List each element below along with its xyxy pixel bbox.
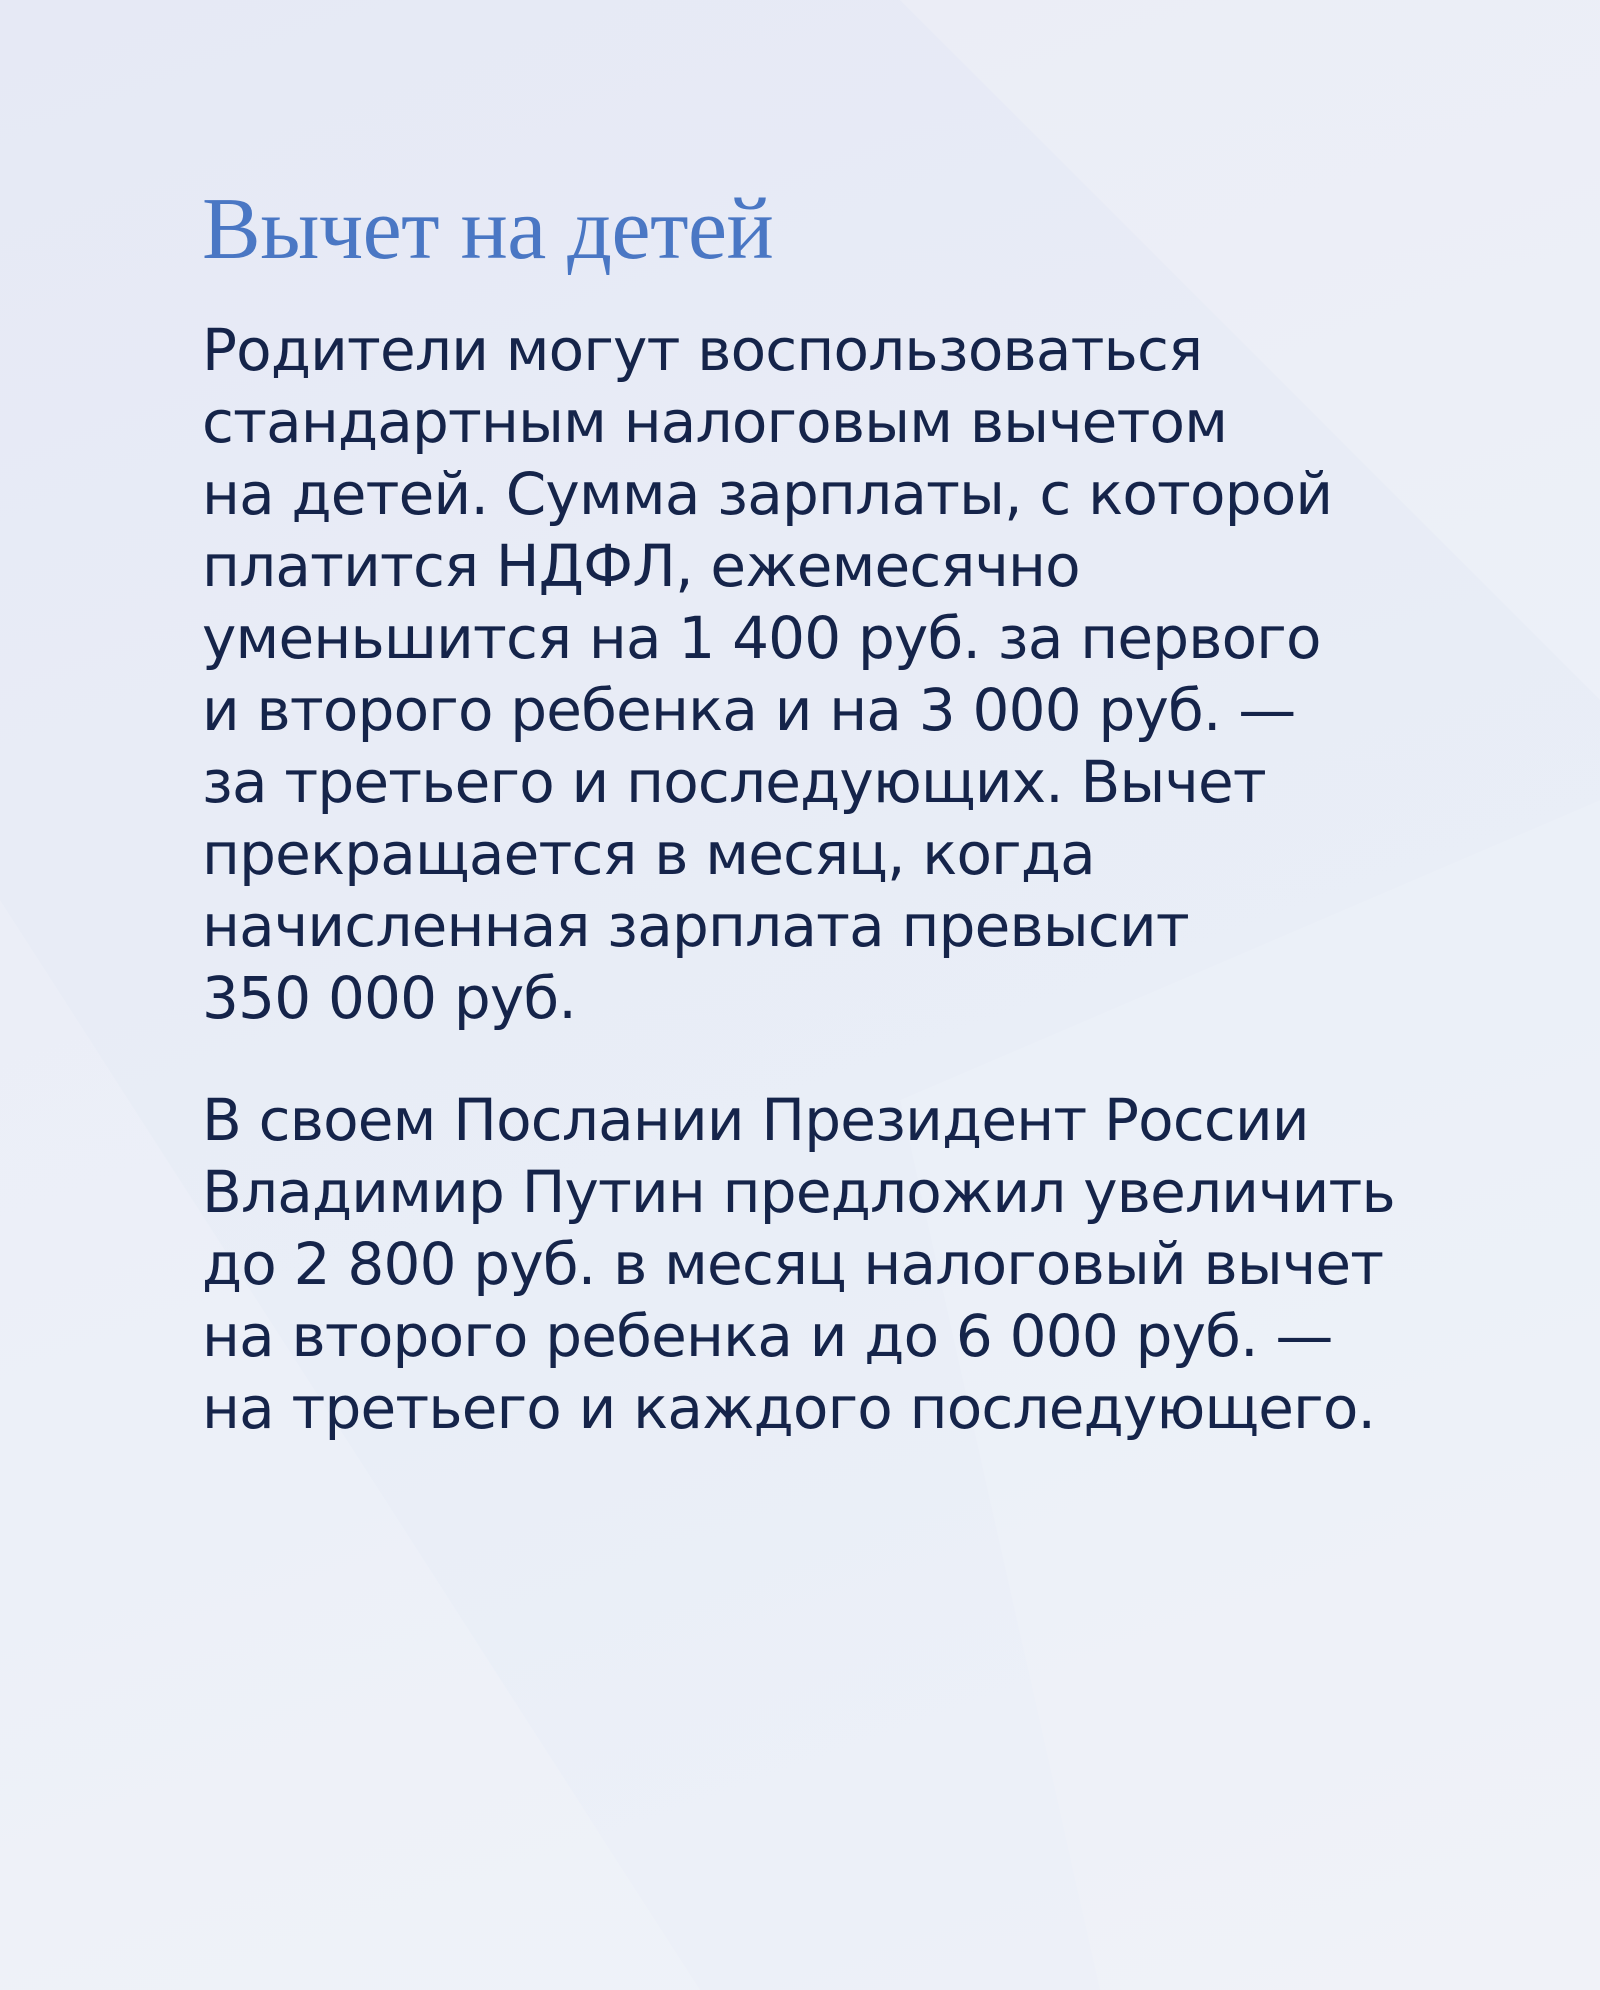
page-title: Вычет на детей [202,181,774,278]
paragraph-deduction-info [202,314,1502,1034]
paragraph-line: стандартным налоговым вычетом [202,388,1228,456]
paragraph-line: на второго ребенка и до 6 000 руб. — [202,1302,1333,1370]
paragraph-line: Родители могут воспользоваться [202,316,1203,384]
paragraph-president-proposal [202,1084,1502,1444]
paragraph-line: начисленная зарплата превысит [202,892,1189,960]
paragraph-line: до 2 800 руб. в месяц налоговый вычет [202,1230,1384,1298]
paragraph-line: В своем Послании Президент России [202,1086,1309,1154]
paragraph-line: Владимир Путин предложил увеличить [202,1158,1395,1226]
paragraph-line: на детей. Сумма зарплаты, с которой [202,460,1333,528]
paragraph-line: прекращается в месяц, когда [202,820,1095,888]
content-block [202,180,1502,1444]
paragraph-line: за третьего и последующих. Вычет [202,748,1266,816]
paragraph-line: 350 000 руб. [202,964,577,1032]
paragraph-line: уменьшится на 1 400 руб. за первого [202,604,1321,672]
paragraph-line: платится НДФЛ, ежемесячно [202,532,1080,600]
paragraph-line: на третьего и каждого последующего. [202,1374,1376,1442]
paragraph-line: и второго ребенка и на 3 000 руб. — [202,676,1296,744]
